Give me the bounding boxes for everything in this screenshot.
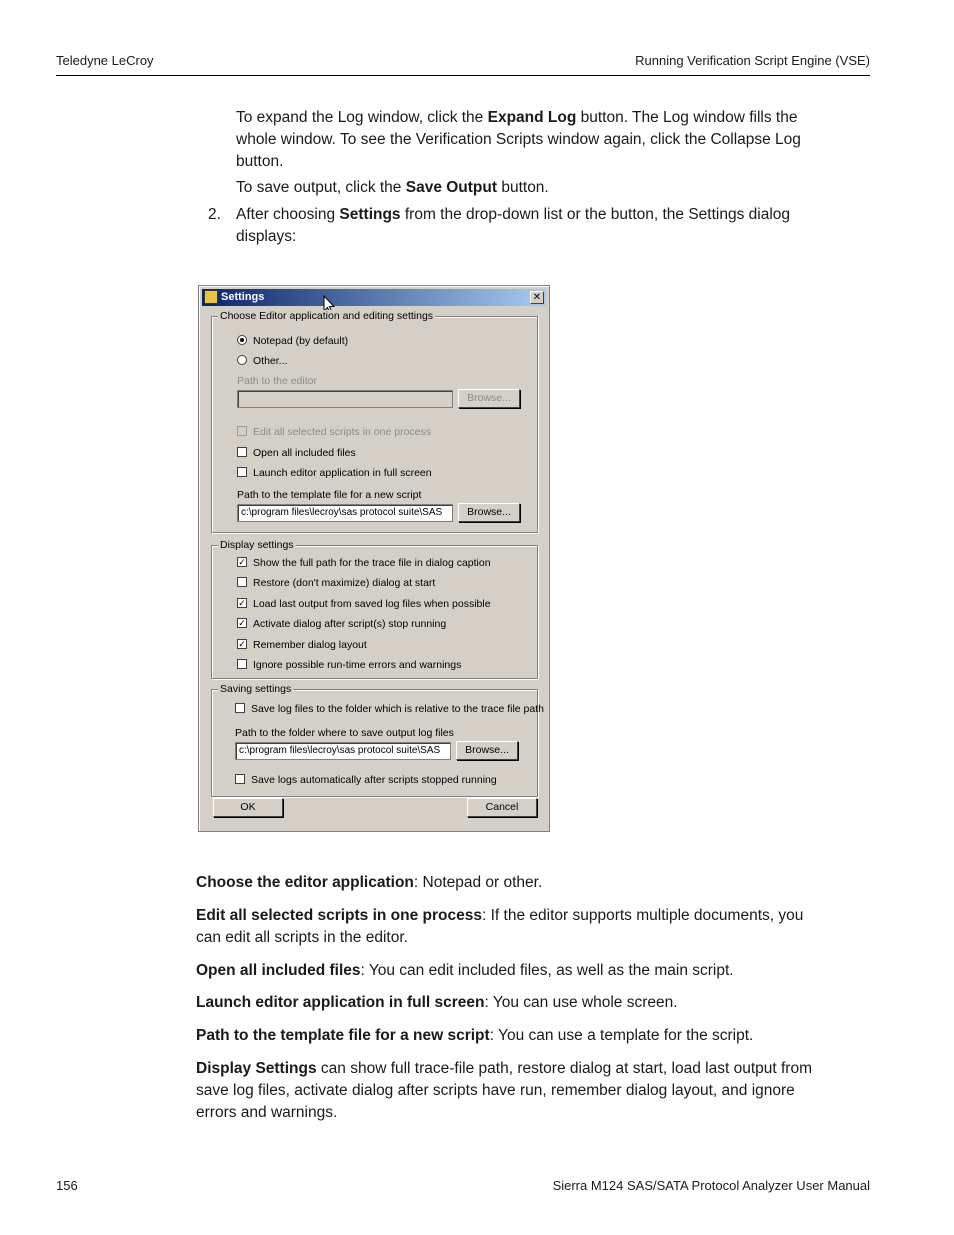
- display-option-checkbox[interactable]: [237, 617, 446, 631]
- checkbox-icon: ✓: [238, 618, 246, 629]
- text: displays:: [236, 228, 297, 245]
- page-header: [56, 53, 870, 76]
- text: button.: [236, 153, 284, 170]
- log-folder-label: Path to the folder where to save output log files: [235, 727, 454, 739]
- ok-button[interactable]: OK: [213, 798, 283, 817]
- text: can edit all scripts in the editor.: [196, 929, 408, 946]
- relative-folder-checkbox[interactable]: [235, 702, 544, 716]
- open-all-label: Open all included files: [253, 447, 356, 459]
- display-option-label: Show the full path for the trace file in dialog caption: [253, 557, 491, 569]
- checkbox-icon: [235, 703, 245, 713]
- radio-icon: [237, 355, 247, 365]
- checkbox-icon: [237, 659, 247, 669]
- display-option-checkbox[interactable]: [237, 597, 491, 611]
- desc-edit-all: [196, 905, 876, 949]
- display-option-label: Load last output from saved log files when possible: [253, 598, 491, 610]
- edit-all-checkbox[interactable]: [237, 425, 431, 439]
- text: : If the editor supports multiple documents, you: [482, 907, 804, 924]
- term: Choose the editor application: [196, 874, 414, 891]
- editor-path-input[interactable]: [237, 390, 453, 408]
- text: errors and warnings.: [196, 1104, 338, 1121]
- dialog-title: Settings: [221, 291, 265, 303]
- radio-notepad-label: Notepad (by default): [253, 335, 349, 347]
- radio-notepad[interactable]: [237, 334, 348, 348]
- display-option-label: Restore (don't maximize) dialog at start: [253, 577, 436, 589]
- checkbox-icon: ✓: [238, 557, 246, 568]
- launch-full-label: Launch editor application in full screen: [253, 467, 432, 479]
- checkbox-icon: [237, 426, 247, 436]
- term: Open all included files: [196, 962, 361, 979]
- relative-folder-label: Save log files to the folder which is relative to the trace file path: [251, 703, 544, 715]
- text: button.: [497, 179, 549, 196]
- editor-browse-button[interactable]: Browse...: [458, 389, 520, 408]
- expand-log-paragraph: [236, 107, 876, 173]
- template-path-input[interactable]: c:\program files\lecroy\sas protocol suite\SAS: [237, 504, 453, 522]
- close-icon[interactable]: ✕: [530, 291, 544, 304]
- dialog-titlebar[interactable]: [202, 289, 546, 306]
- auto-save-label: Save logs automatically after scripts stopped running: [251, 774, 497, 786]
- text: button. The Log window fills the: [576, 109, 798, 126]
- auto-save-checkbox[interactable]: [235, 773, 497, 787]
- settings-term: Settings: [339, 206, 401, 223]
- display-option-label: Ignore possible run-time errors and warnings: [253, 659, 462, 671]
- checkbox-icon: [237, 447, 247, 457]
- save-output-paragraph: [236, 177, 876, 199]
- display-option-label: Activate dialog after script(s) stop running: [253, 618, 447, 630]
- app-icon: [204, 290, 218, 304]
- text: To expand the Log window, click the: [236, 109, 488, 126]
- display-group-legend: Display settings: [220, 539, 294, 551]
- text: : You can use a template for the script.: [489, 1027, 754, 1044]
- text: : You can use whole screen.: [484, 994, 678, 1011]
- display-option-label: Remember dialog layout: [253, 639, 367, 651]
- launch-full-checkbox[interactable]: [237, 466, 432, 480]
- term: Edit all selected scripts in one process: [196, 907, 482, 924]
- term: Display Settings: [196, 1060, 317, 1077]
- display-option-checkbox[interactable]: [237, 576, 435, 590]
- header-company: Teledyne LeCroy: [56, 53, 154, 68]
- display-option-checkbox[interactable]: [237, 658, 461, 672]
- desc-open-all: [196, 960, 876, 982]
- template-path-label: Path to the template file for a new script: [237, 489, 422, 501]
- display-option-checkbox[interactable]: [237, 638, 367, 652]
- saving-settings-group: [211, 683, 544, 797]
- checkbox-icon: ✓: [238, 639, 246, 650]
- text: After choosing: [236, 206, 340, 223]
- desc-display-settings: [196, 1058, 886, 1124]
- log-folder-browse-button[interactable]: Browse...: [456, 741, 518, 760]
- checkbox-icon: ✓: [238, 598, 246, 609]
- template-browse-button[interactable]: Browse...: [458, 503, 520, 522]
- text: from the drop-down list or the button, the Settings dialog: [400, 206, 791, 223]
- term: Launch editor application in full screen: [196, 994, 485, 1011]
- radio-other[interactable]: [237, 354, 287, 368]
- checkbox-icon: [237, 577, 247, 587]
- text: whole window. To see the Verification Scripts window again, click the Collapse Log: [236, 131, 801, 148]
- desc-choose-editor: [196, 872, 876, 894]
- log-folder-input[interactable]: c:\program files\lecroy\sas protocol suite\SAS: [235, 742, 451, 760]
- display-settings-group: [211, 539, 538, 679]
- checkbox-icon: [237, 467, 247, 477]
- edit-all-label: Edit all selected scripts in one process: [253, 426, 432, 438]
- editor-group-legend: Choose Editor application and editing settings: [220, 310, 434, 322]
- desc-template-path: [196, 1025, 876, 1047]
- step-number: 2.: [208, 206, 221, 223]
- open-all-checkbox[interactable]: [237, 446, 356, 460]
- checkbox-icon: [235, 774, 245, 784]
- settings-dialog: [198, 285, 550, 832]
- desc-launch-full: [196, 992, 876, 1014]
- radio-icon: [237, 335, 247, 345]
- text: To save output, click the: [236, 179, 406, 196]
- page-number: 156: [56, 1178, 78, 1193]
- editor-settings-group: [211, 310, 538, 533]
- text: : You can edit included files, as well as the main script.: [360, 962, 734, 979]
- step-2-paragraph: [236, 204, 876, 248]
- display-option-checkbox[interactable]: [237, 556, 491, 570]
- saving-group-legend: Saving settings: [220, 683, 292, 695]
- save-output-term: Save Output: [405, 179, 498, 196]
- text: save log files, activate dialog after scripts have run, remember dialog layout, and ignore: [196, 1082, 795, 1099]
- text: can show full trace-file path, restore dialog at start, load last output from: [316, 1060, 812, 1077]
- header-section-title: Running Verification Script Engine (VSE): [635, 53, 870, 68]
- term: Path to the template file for a new script: [196, 1027, 490, 1044]
- cancel-button[interactable]: Cancel: [467, 798, 537, 817]
- radio-other-label: Other...: [253, 355, 288, 367]
- expand-log-term: Expand Log: [487, 109, 577, 126]
- editor-path-label: Path to the editor: [237, 375, 317, 387]
- manual-title: Sierra M124 SAS/SATA Protocol Analyzer User Manual: [552, 1178, 870, 1193]
- text: : Notepad or other.: [413, 874, 543, 891]
